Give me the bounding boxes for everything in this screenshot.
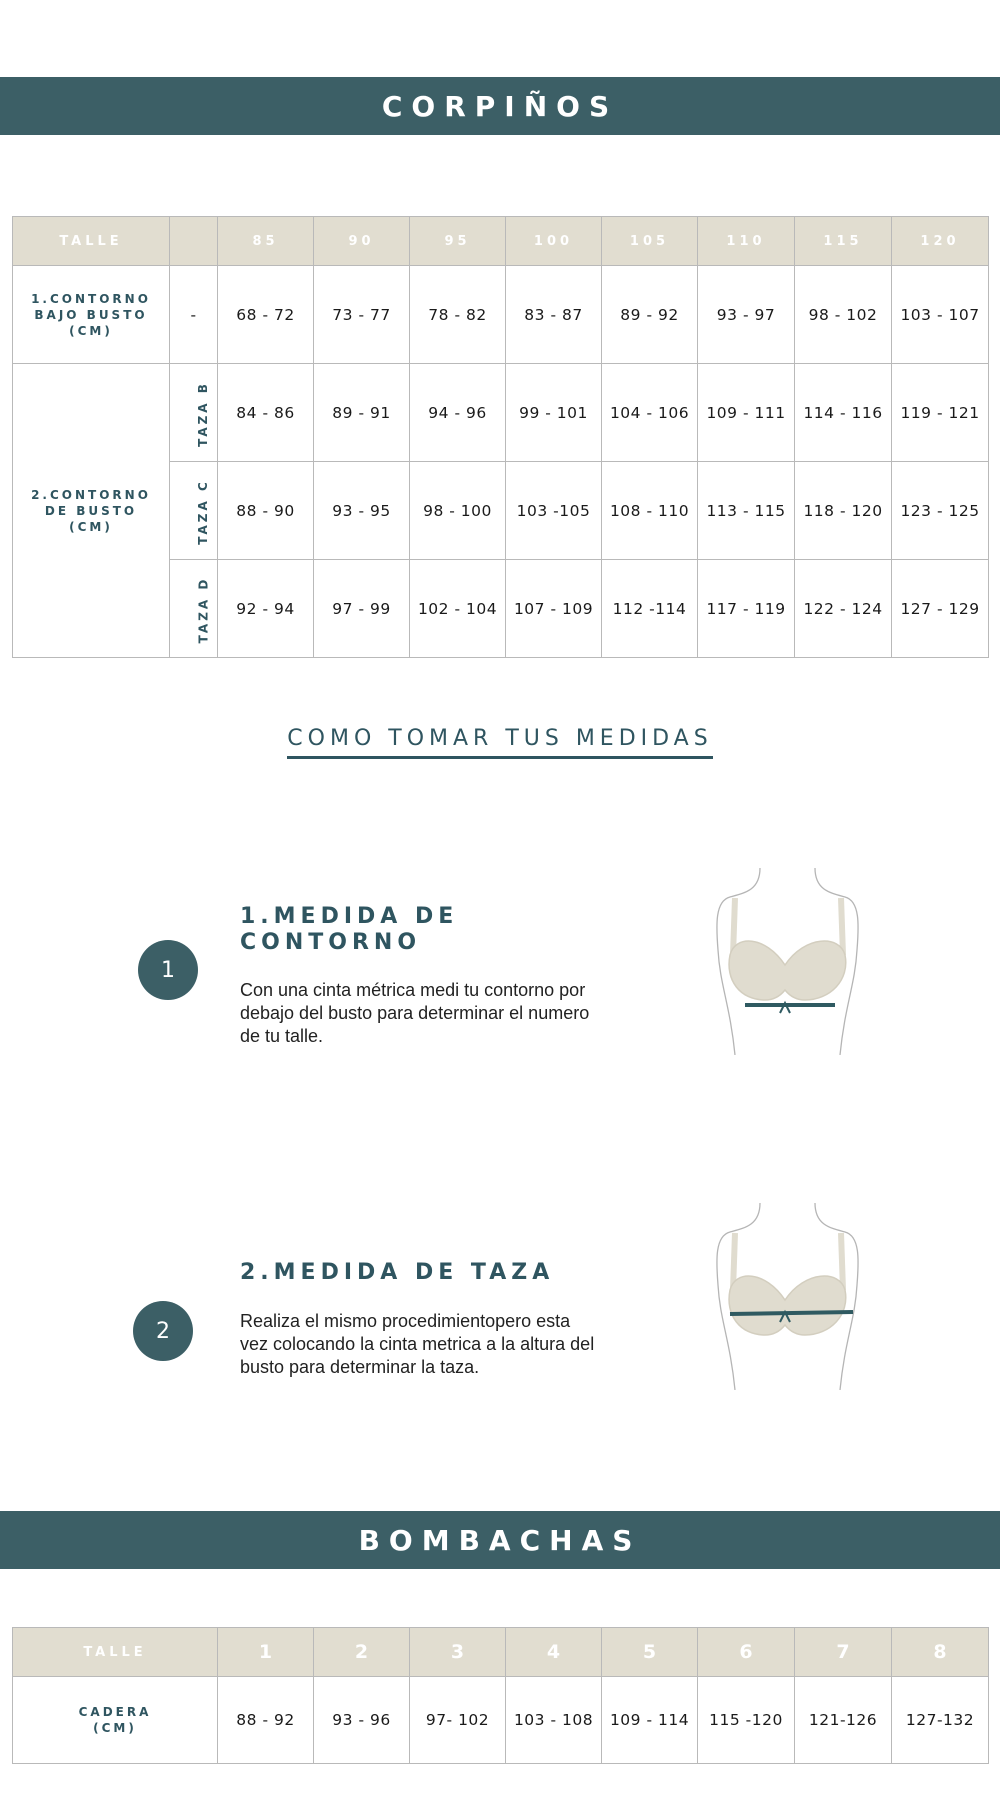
bombachas-size-table <box>12 1627 989 1764</box>
table-row-cadera <box>13 1677 989 1764</box>
bombachas-banner <box>0 1511 1000 1569</box>
table-cell: 83 - 87 <box>506 266 602 364</box>
measure-title-text: COMO TOMAR TUS MEDIDAS <box>287 726 712 759</box>
step-2-badge: 2 <box>133 1301 193 1361</box>
table-cell: 93 - 95 <box>314 462 410 560</box>
size-header: 100 <box>506 217 602 266</box>
step-1-title: 1.MEDIDA DE CONTORNO <box>240 904 459 955</box>
corpinos-banner <box>0 77 1000 135</box>
size-header: 6 <box>698 1628 795 1677</box>
table-cell: 121-126 <box>795 1677 892 1764</box>
table-cell: 114 - 116 <box>795 364 892 462</box>
table-cell: 93 - 96 <box>314 1677 410 1764</box>
row-sub-dash: - <box>170 266 218 364</box>
table-cell: 109 - 114 <box>602 1677 698 1764</box>
table-row-taza-b <box>13 364 989 462</box>
table-cell: 84 - 86 <box>218 364 314 462</box>
table-cell: 97- 102 <box>410 1677 506 1764</box>
table-cell: 103 - 108 <box>506 1677 602 1764</box>
table-cell: 108 - 110 <box>602 462 698 560</box>
table-row-bajo-busto <box>13 266 989 364</box>
row-label-cadera: CADERA (CM) <box>13 1677 218 1764</box>
table-cell: 102 - 104 <box>410 560 506 658</box>
cup-label-cell <box>170 560 218 658</box>
table-cell: 89 - 91 <box>314 364 410 462</box>
size-header: 110 <box>698 217 795 266</box>
row-label-bajo-busto: 1.CONTORNO BAJO BUSTO (CM) <box>13 266 170 364</box>
talle-header: TALLE <box>13 1628 218 1677</box>
cup-label: TAZA C <box>195 479 210 545</box>
table-cell: 92 - 94 <box>218 560 314 658</box>
size-header: 90 <box>314 217 410 266</box>
table-cell: 98 - 102 <box>795 266 892 364</box>
cup-label-cell <box>170 364 218 462</box>
size-header: 115 <box>795 217 892 266</box>
size-header: 105 <box>602 217 698 266</box>
size-header: 85 <box>218 217 314 266</box>
size-header: 5 <box>602 1628 698 1677</box>
bra-underbust-illustration <box>705 865 875 1055</box>
size-header: 120 <box>892 217 989 266</box>
table-cell: 73 - 77 <box>314 266 410 364</box>
table-cell: 78 - 82 <box>410 266 506 364</box>
table-cell: 103 - 107 <box>892 266 989 364</box>
table-cell: 127-132 <box>892 1677 989 1764</box>
measure-section-title <box>0 726 1000 759</box>
table-cell: 107 - 109 <box>506 560 602 658</box>
blank-header <box>170 217 218 266</box>
table-cell: 99 - 101 <box>506 364 602 462</box>
bombachas-title: BOMBACHAS <box>358 1523 642 1557</box>
corpinos-title: CORPIÑOS <box>381 89 619 123</box>
cup-label-cell <box>170 462 218 560</box>
step-2-text: Realiza el mismo procedimientopero esta vez colocando la cinta metrica a la altura del busto para determinar la taza. <box>240 1311 595 1377</box>
table-cell: 103 -105 <box>506 462 602 560</box>
size-header: 7 <box>795 1628 892 1677</box>
row-label-contorno-busto: 2.CONTORNO DE BUSTO (CM) <box>13 364 170 658</box>
corpinos-header-row <box>13 217 989 266</box>
size-header: 2 <box>314 1628 410 1677</box>
size-header: 1 <box>218 1628 314 1677</box>
table-cell: 93 - 97 <box>698 266 795 364</box>
bombachas-header-row <box>13 1628 989 1677</box>
step-2-title: 2.MEDIDA DE TAZA <box>240 1260 555 1285</box>
table-cell: 115 -120 <box>698 1677 795 1764</box>
table-cell: 68 - 72 <box>218 266 314 364</box>
table-cell: 127 - 129 <box>892 560 989 658</box>
table-cell: 119 - 121 <box>892 364 989 462</box>
table-cell: 112 -114 <box>602 560 698 658</box>
cup-label: TAZA D <box>196 576 211 644</box>
table-cell: 104 - 106 <box>602 364 698 462</box>
talle-header: TALLE <box>13 217 170 266</box>
table-cell: 94 - 96 <box>410 364 506 462</box>
step-1-text: Con una cinta métrica medi tu contorno por debajo del busto para determinar el numero de tu talle. <box>240 980 590 1046</box>
table-cell: 97 - 99 <box>314 560 410 658</box>
table-cell: 117 - 119 <box>698 560 795 658</box>
table-cell: 98 - 100 <box>410 462 506 560</box>
table-cell: 109 - 111 <box>698 364 795 462</box>
table-cell: 123 - 125 <box>892 462 989 560</box>
size-header: 8 <box>892 1628 989 1677</box>
table-cell: 113 - 115 <box>698 462 795 560</box>
cup-label: TAZA B <box>195 381 210 447</box>
size-header: 4 <box>506 1628 602 1677</box>
table-cell: 89 - 92 <box>602 266 698 364</box>
bra-cup-illustration <box>705 1200 875 1390</box>
step-1-badge: 1 <box>138 940 198 1000</box>
corpinos-size-table <box>12 216 989 658</box>
table-cell: 122 - 124 <box>795 560 892 658</box>
table-cell: 88 - 92 <box>218 1677 314 1764</box>
table-cell: 88 - 90 <box>218 462 314 560</box>
table-cell: 118 - 120 <box>795 462 892 560</box>
size-header: 3 <box>410 1628 506 1677</box>
size-header: 95 <box>410 217 506 266</box>
